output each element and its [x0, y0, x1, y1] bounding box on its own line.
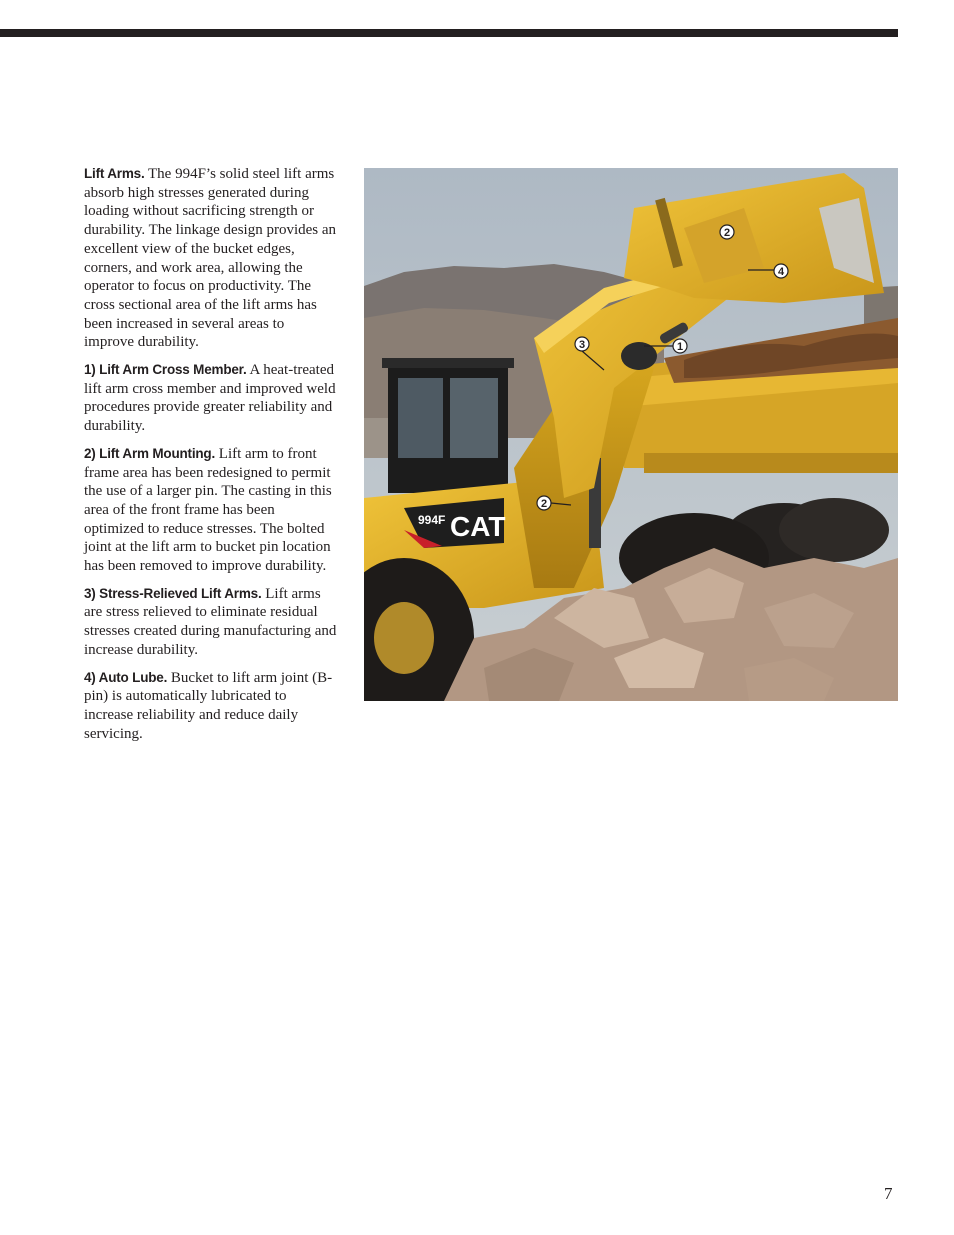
section-body: Lift arms are stress relieved to eliminate residual stresses created during manufacturing and increase durability. — [84, 585, 337, 658]
callout-number: 1 — [676, 341, 684, 353]
section-lead: 2) Lift Arm Mounting. — [84, 445, 216, 461]
decal-brand-text: CAT — [450, 511, 506, 542]
section-lead: Lift Arms. — [84, 166, 145, 181]
truck-frame — [644, 453, 898, 473]
section-lead: 1) Lift Arm Cross Member. — [84, 362, 247, 378]
truck-tire — [779, 498, 889, 562]
wheel-loader-illustration — [364, 168, 898, 701]
section-body: Bucket to lift arm joint (B-pin) is automatically lubricated to increase reliability and reduce daily servicing. — [84, 669, 333, 742]
callout-2-frame-mount — [537, 496, 551, 510]
section-cross-member — [84, 361, 338, 436]
callout-number: 2 — [723, 227, 731, 239]
section-body: A heat-treated lift arm cross member and improved weld procedures provide greater reliability and durability. — [84, 362, 336, 435]
section-mounting — [84, 445, 338, 576]
section-auto-lube — [84, 669, 338, 744]
cab-window — [398, 378, 443, 458]
section-lead: 4) Auto Lube. — [84, 669, 168, 685]
callout-number: 2 — [540, 498, 548, 510]
tire-hub — [374, 602, 434, 674]
callout-4-auto-lube — [774, 264, 788, 278]
cab-window — [450, 378, 498, 458]
section-body: The 994F’s solid steel lift arms absorb high stresses generated during loading without sacrificing strength or durability. The linkage design provides an excellent view of the bucket edges, corners, and work area, allowing the operator to focus on productivity. The cross sectional area of the lift arms has been increased in several areas to improve durability. — [84, 166, 337, 351]
top-rule — [0, 29, 898, 37]
callout-1-cross-member — [673, 339, 687, 353]
cab-roof — [382, 358, 514, 368]
callout-number: 4 — [777, 266, 785, 278]
callout-2-bucket — [720, 225, 734, 239]
callout-number: 3 — [578, 339, 586, 351]
section-body: Lift arm to front frame area has been redesigned to permit the use of a larger pin. The casting in this area of the front frame has been optimized to reduce stresses. The bolted joint at the lift arm to bucket pin location has been removed to improve durability. — [84, 445, 332, 575]
text-column — [84, 165, 338, 752]
page-number: 7 — [884, 1184, 893, 1203]
section-lift-arms — [84, 165, 338, 352]
section-stress-relieved — [84, 585, 338, 660]
section-lead: 3) Stress-Relieved Lift Arms. — [84, 585, 262, 601]
callout-3-stress-relieved — [575, 337, 589, 351]
decal-model-text: 994F — [418, 513, 446, 527]
wheel-loader-photo — [364, 168, 898, 701]
